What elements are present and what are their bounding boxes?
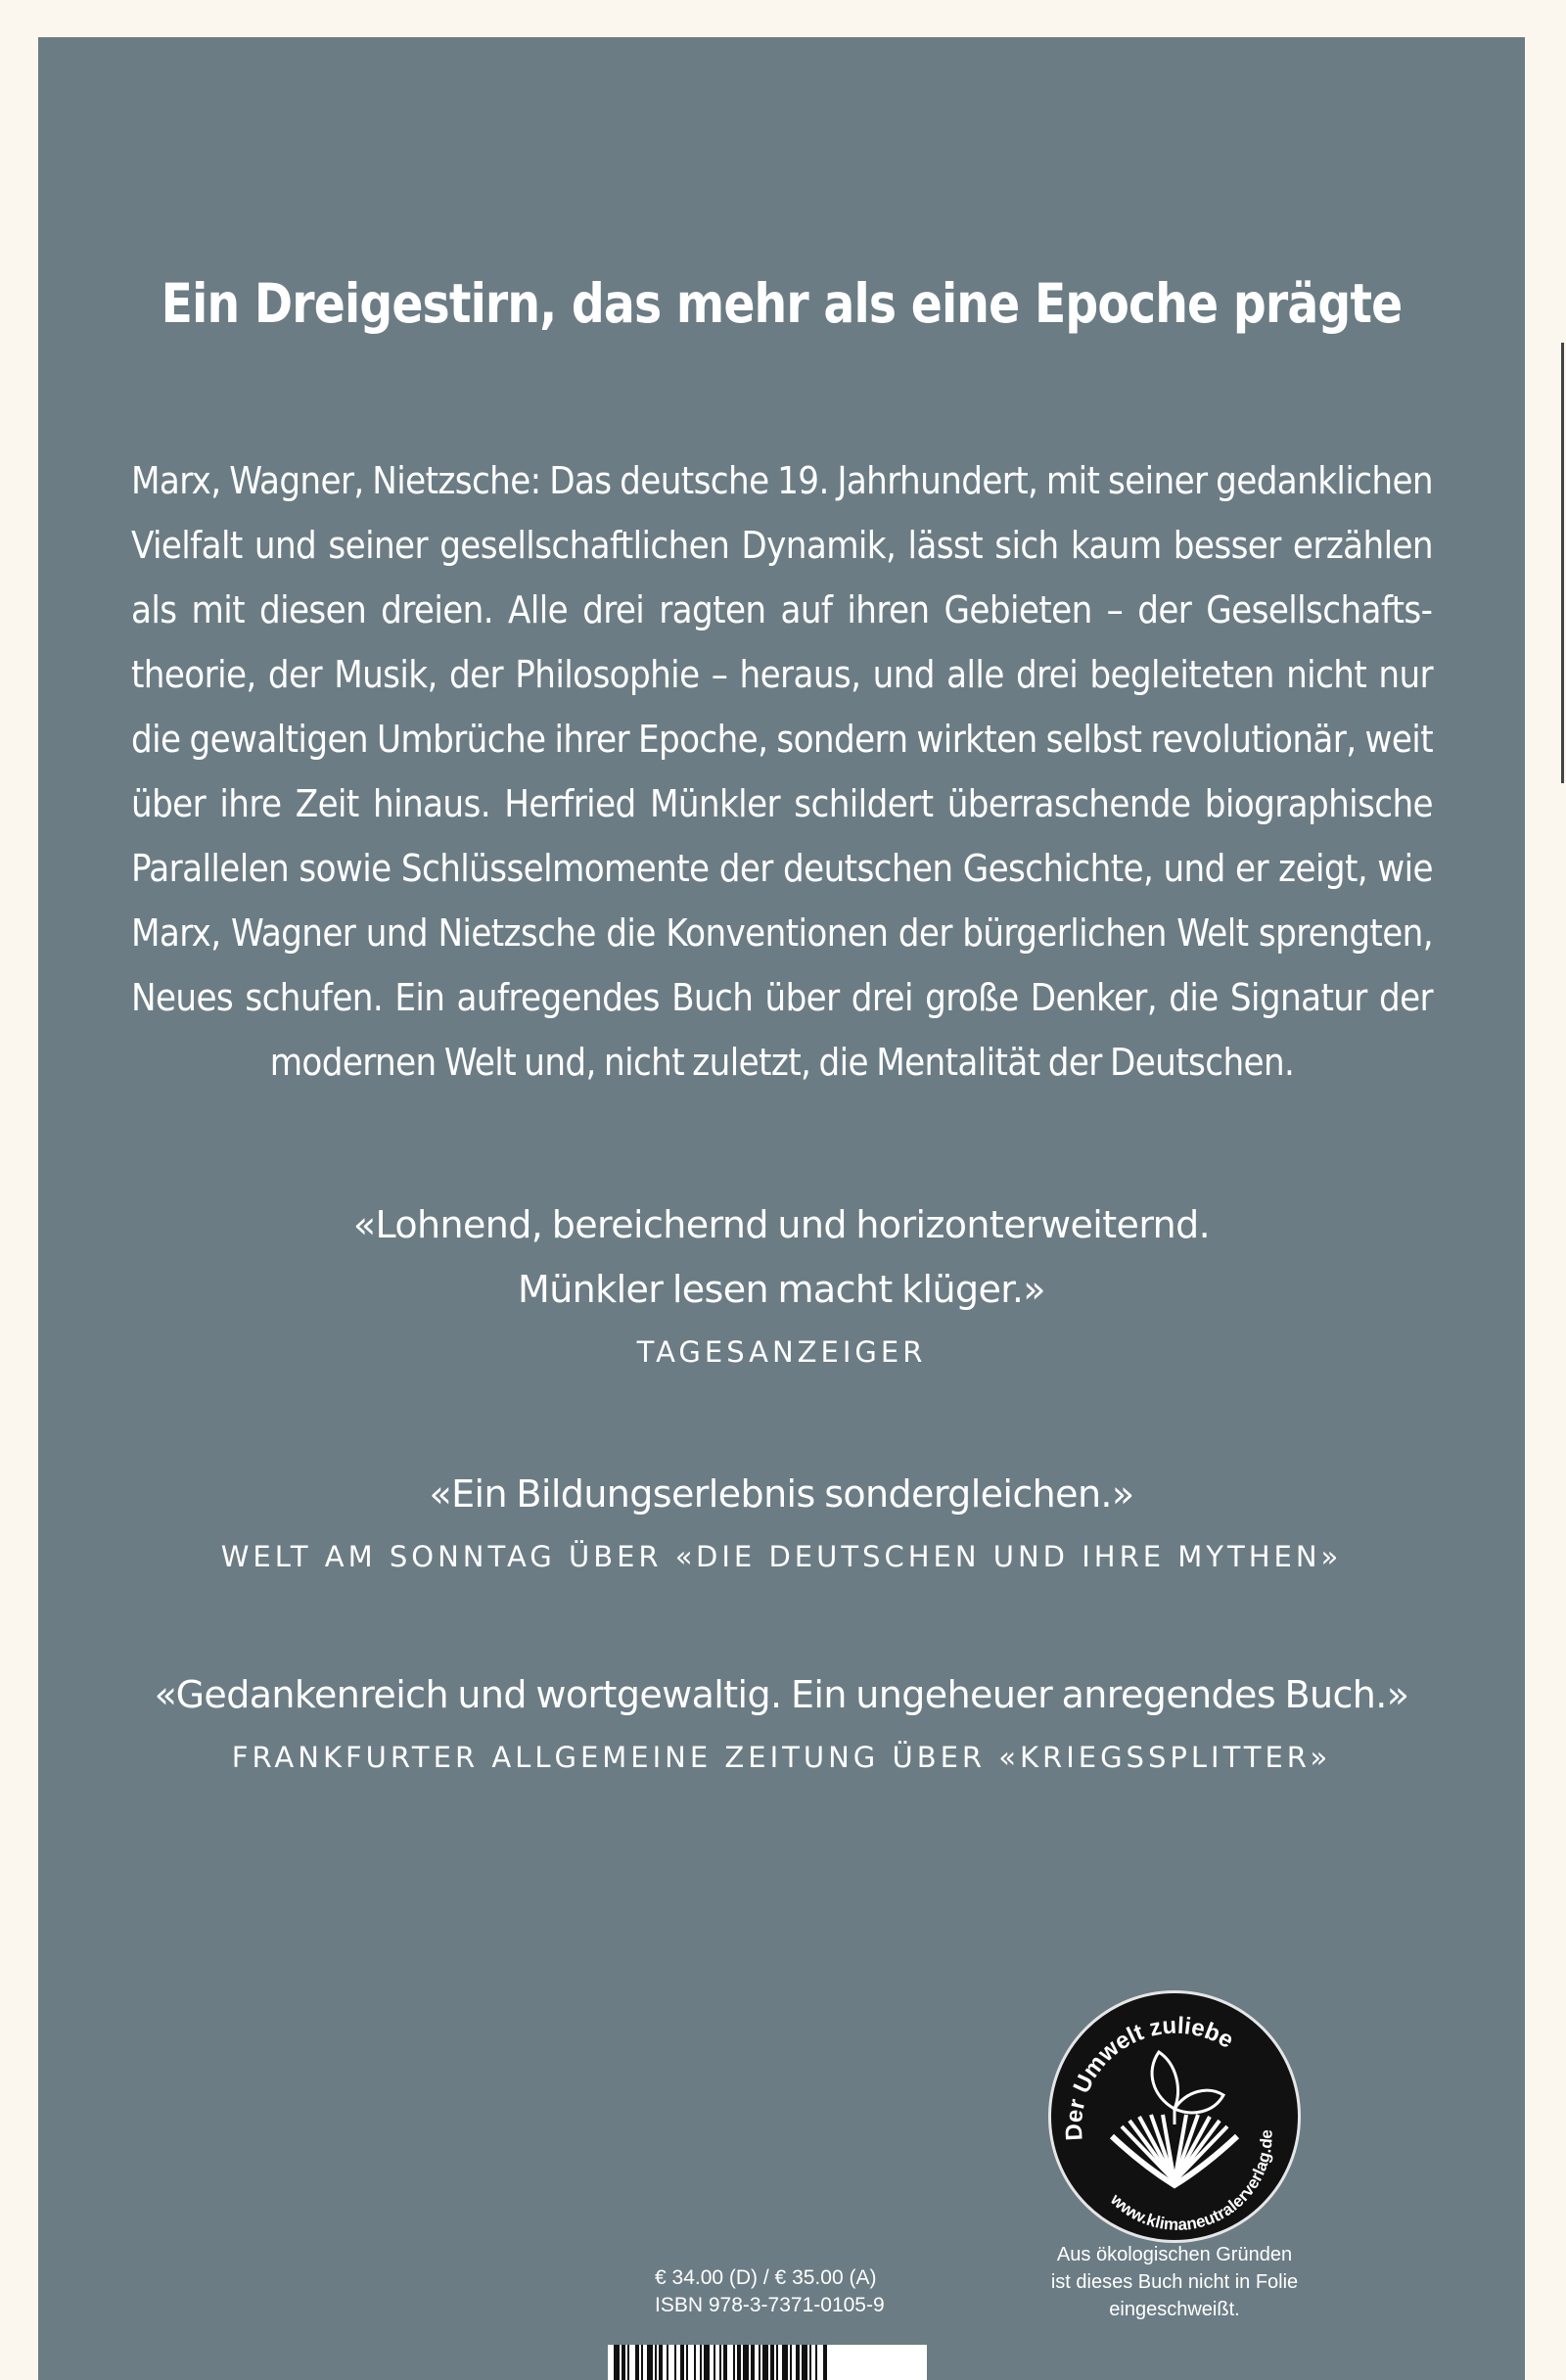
barcode-bar <box>770 2345 774 2380</box>
barcode-bar <box>743 2345 749 2380</box>
quote-text-line: Münkler lesen macht klüger.» <box>518 1268 1045 1311</box>
barcode-bar <box>680 2345 684 2380</box>
eco-note <box>1018 2241 1331 2323</box>
barcode-bar <box>762 2345 768 2380</box>
barcode-bar <box>714 2345 715 2380</box>
barcode-bar <box>694 2345 696 2380</box>
leaf-book-icon <box>1051 1993 1298 2240</box>
barcode-bar <box>614 2345 620 2380</box>
barcode-bar <box>667 2345 668 2380</box>
badge-url-text: www.klimaneutralerverlag.de <box>1107 2129 1276 2235</box>
eco-note-line: ist dieses Buch nicht in Folie <box>1050 2271 1299 2293</box>
barcode-bar <box>802 2345 807 2380</box>
quote-tagesanzeiger <box>38 1192 1525 1369</box>
barcode-bar <box>641 2345 643 2380</box>
barcode-bar <box>737 2345 741 2380</box>
barcode-bar <box>823 2345 827 2380</box>
barcode-bar <box>686 2345 688 2380</box>
price: € 34.00 (D) / € 35.00 (A) <box>655 2266 877 2289</box>
quote-source: WELT AM SONNTAG ÜBER «DIE DEUTSCHEN UND IHRE MYTHEN» <box>220 1540 1343 1573</box>
barcode-bar <box>782 2345 788 2380</box>
quote-welt-am-sonntag <box>38 1462 1525 1573</box>
barcode-bar <box>723 2345 727 2380</box>
quote-text-line: «Lohnend, bereichernd und horizonterweiternd. <box>352 1203 1211 1246</box>
barcode-bar <box>674 2345 676 2380</box>
quote-source: FRANKFURTER ALLGEMEINE ZEITUNG ÜBER «KRIEGSSPLITTER» <box>231 1741 1332 1774</box>
isbn: ISBN 978-3-7371-0105-9 <box>655 2294 885 2316</box>
barcode-bar <box>655 2345 657 2380</box>
barcode-bar <box>627 2345 629 2380</box>
barcode-bar <box>647 2345 653 2380</box>
eco-note-line: eingeschweißt. <box>1109 2299 1240 2320</box>
barcode-bar <box>704 2345 710 2380</box>
eco-badge <box>1048 1990 1301 2243</box>
edge-mark <box>1561 343 1564 783</box>
barcode-bar <box>809 2345 811 2380</box>
blurb-text: Marx, Wagner, Nietzsche: Das deutsche 19. Jahrhundert, mit seiner gedanklichen Vielfalt und seiner gesellschaftlichen Dynamik, lässt sich kaum besser erzählen als mit diesen dreien. Alle drei ragten auf ihren Gebieten – der Gesellschaftstheorie, der Musik, der Philosophie – heraus, und alle drei begleiteten nicht nur die gewaltigen Umbrüche ihrer Epoche, sondern wirkten selbst revolutionär, weit über ihre Zeit hinaus. Herfried Münkler schildert überraschende biographische Parallelen sowie Schlüsselmomente der deutschen Geschichte, und er zeigt, wie Marx, Wagner und Nietzsche die Konventionen der bürgerlichen Welt sprengten, Neues schufen. Ein aufregendes Buch über drei große Denker, die Signatur der modernen Welt und, nicht zuletzt, die Mentalität der Deutschen. <box>131 459 1433 1084</box>
barcode-bar <box>733 2345 735 2380</box>
barcode-bar <box>700 2345 702 2380</box>
barcode-bar <box>790 2345 792 2380</box>
barcode-bar <box>635 2345 639 2380</box>
quote-source: TAGESANZEIGER <box>636 1335 927 1369</box>
eco-note-line: Aus ökologischen Gründen <box>1056 2244 1293 2265</box>
barcode-bar <box>815 2345 817 2380</box>
barcode-bar <box>751 2345 755 2380</box>
back-cover <box>38 37 1525 2380</box>
barcode-bar <box>719 2345 721 2380</box>
barcode-bar <box>776 2345 778 2380</box>
barcode-bar <box>796 2345 800 2380</box>
barcode-bar <box>659 2345 663 2380</box>
quote-faz <box>38 1662 1525 1774</box>
price-box <box>655 2264 885 2319</box>
quote-text-line: «Ein Bildungserlebnis sondergleichen.» <box>429 1472 1134 1516</box>
barcode <box>608 2345 927 2380</box>
headline: Ein Dreigestirn, das mehr als eine Epoche prägte <box>161 272 1403 335</box>
badge-top-text: Der Umwelt zuliebe <box>1060 2012 1238 2142</box>
barcode-bars <box>608 2345 927 2380</box>
barcode-bar <box>622 2345 625 2380</box>
quote-text-line: «Gedankenreich und wortgewaltig. Ein ungeheuer anregendes Buch.» <box>154 1673 1409 1716</box>
barcode-bar <box>759 2345 760 2380</box>
